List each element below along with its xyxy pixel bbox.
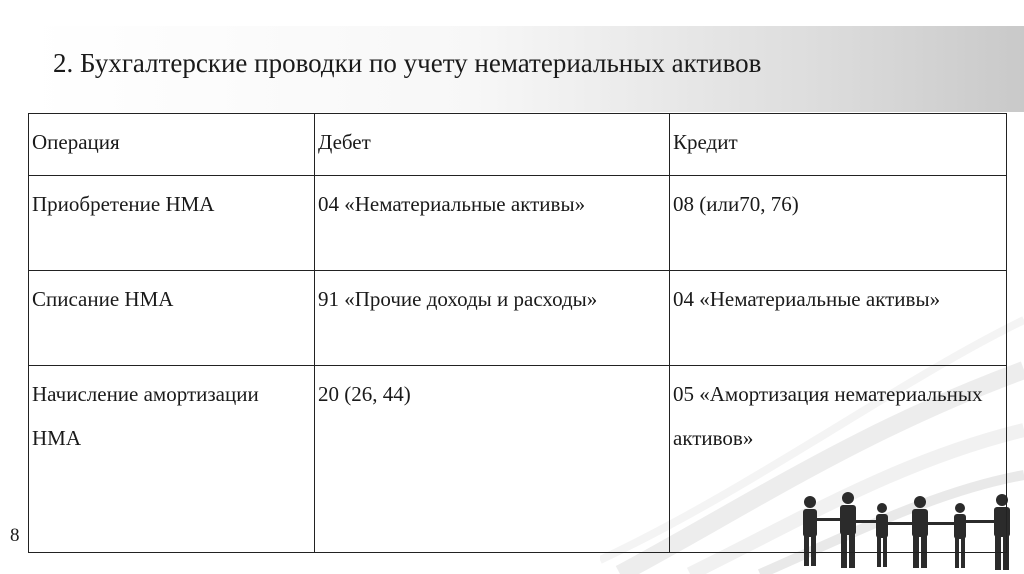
header-credit: Кредит <box>670 114 1007 176</box>
cell-operation: Списание НМА <box>29 271 315 366</box>
entries-table <box>28 113 1007 553</box>
cell-debit: 91 «Прочие доходы и расходы» <box>315 271 670 366</box>
cell-debit: 04 «Нематериальные активы» <box>315 176 670 271</box>
cell-credit: 05 «Амортизация нематериальных активов» <box>670 366 1007 553</box>
table-header-row <box>29 114 1007 176</box>
cell-debit: 20 (26, 44) <box>315 366 670 553</box>
table-row <box>29 176 1007 271</box>
cell-credit: 04 «Нематериальные активы» <box>670 271 1007 366</box>
header-debit: Дебет <box>315 114 670 176</box>
cell-credit: 08 (или70, 76) <box>670 176 1007 271</box>
table-row <box>29 271 1007 366</box>
cell-operation: Приобретение НМА <box>29 176 315 271</box>
cell-operation: Начисление амортизации НМА <box>29 366 315 553</box>
table-row <box>29 366 1007 553</box>
header-operation: Операция <box>29 114 315 176</box>
slide-title: 2. Бухгалтерские проводки по учету нематериальных активов <box>53 48 762 78</box>
page-number: 8 <box>10 525 20 546</box>
